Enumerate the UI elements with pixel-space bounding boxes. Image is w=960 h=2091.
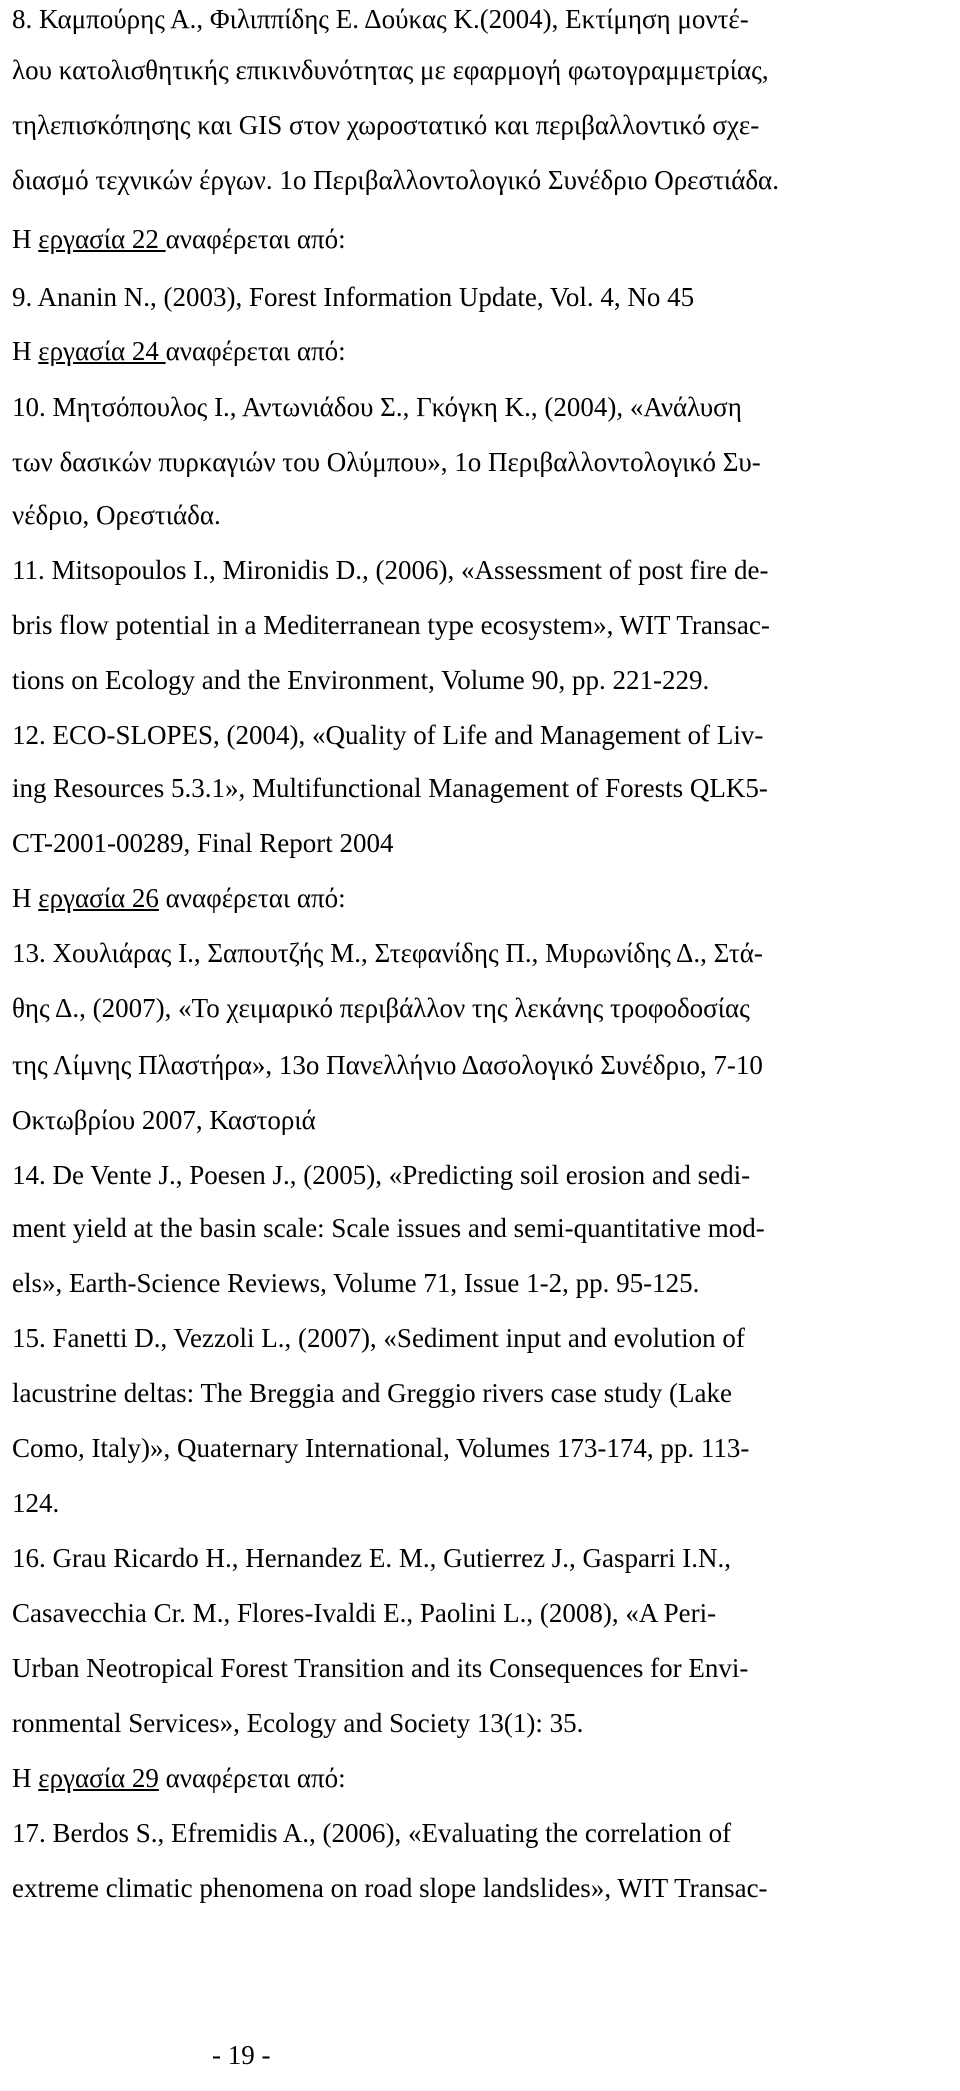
ref-8-line-4: διασμό τεχνικών έργων. 1ο Περιβαλλοντολογικό Συνέδριο Ορεστιάδα. (12, 165, 779, 195)
ref-12-line-1: 12. ECO-SLOPES, (2004), «Quality of Life and Management of Liv- (12, 720, 764, 750)
ref-16-line-3: Urban Neotropical Forest Transition and its Consequences for Envi- (12, 1653, 749, 1683)
ref-8-line-1: 8. Καμπούρης Α., Φιλιππίδης Ε. Δούκας Κ.(2004), Εκτίμηση μοντέ- (12, 4, 749, 34)
ref-15-line-1: 15. Fanetti D., Vezzoli L., (2007), «Sediment input and evolution of (12, 1323, 745, 1353)
work-number-link: εργασία 24 (38, 336, 166, 366)
ref-15-line-3: Como, Italy)», Quaternary International, Volumes 173-174, pp. 113- (12, 1433, 750, 1463)
work-number-link: εργασία 29 (38, 1763, 159, 1793)
work-number-link: εργασία 22 (38, 224, 166, 254)
ref-15-line-2: lacustrine deltas: The Breggia and Greggio rivers case study (Lake (12, 1378, 732, 1408)
cited-by-suffix: αναφέρεται από: (158, 1763, 346, 1793)
ref-16-line-2: Casavecchia Cr. M., Flores-Ivaldi E., Paolini L., (2008), «A Peri- (12, 1598, 717, 1628)
cited-by-heading-22 (12, 224, 346, 255)
ref-17-line-1: 17. Berdos S., Efremidis A., (2006), «Evaluating the correlation of (12, 1818, 732, 1848)
ref-10-line-3: νέδριο, Ορεστιάδα. (12, 500, 221, 530)
cited-by-heading-24 (12, 336, 346, 367)
ref-14-line-3: els», Earth-Science Reviews, Volume 71, Issue 1-2, pp. 95-125. (12, 1268, 700, 1298)
ref-14-line-1: 14. De Vente J., Poesen J., (2005), «Predicting soil erosion and sedi- (12, 1160, 751, 1190)
work-number-link: εργασία 26 (38, 883, 159, 913)
document-page (12, 0, 952, 2091)
ref-13-line-1: 13. Χουλιάρας Ι., Σαπουτζής Μ., Στεφανίδης Π., Μυρωνίδης Δ., Στά- (12, 938, 763, 968)
ref-12-line-3: CT-2001-00289, Final Report 2004 (12, 828, 394, 858)
ref-11-line-3: tions on Ecology and the Environment, Volume 90, pp. 221-229. (12, 665, 710, 695)
cited-by-suffix: αναφέρεται από: (165, 224, 346, 254)
ref-13-line-4: Οκτωβρίου 2007, Καστοριά (12, 1105, 316, 1135)
cited-by-heading-29 (12, 1763, 346, 1794)
ref-10-line-1: 10. Μητσόπουλος Ι., Αντωνιάδου Σ., Γκόγκη Κ., (2004), «Ανάλυση (12, 392, 742, 422)
cited-by-prefix: Η (12, 336, 39, 366)
ref-15-line-4: 124. (12, 1488, 60, 1518)
ref-11-line-2: bris flow potential in a Mediterranean type ecosystem», WIT Transac- (12, 610, 770, 640)
ref-11-line-1: 11. Mitsopoulos I., Mironidis D., (2006), «Assessment of post fire de- (12, 555, 769, 585)
cited-by-prefix: Η (12, 1763, 39, 1793)
ref-12-line-2: ing Resources 5.3.1», Multifunctional Management of Forests QLK5- (12, 773, 768, 803)
ref-10-line-2: των δασικών πυρκαγιών του Ολύμπου», 1ο Περιβαλλοντολογικό Συ- (12, 447, 761, 477)
cited-by-heading-26 (12, 883, 346, 914)
ref-17-line-2: extreme climatic phenomena on road slope landslides», WIT Transac- (12, 1873, 768, 1903)
page-number: - 19 - (212, 2040, 271, 2070)
ref-8-line-2: λου κατολισθητικής επικινδυνότητας με εφαρμογή φωτογραμμετρίας, (12, 55, 769, 85)
ref-13-line-3: της Λίμνης Πλαστήρα», 13ο Πανελλήνιο Δασολογικό Συνέδριο, 7-10 (12, 1050, 763, 1080)
ref-16-line-4: ronmental Services», Ecology and Society 13(1): 35. (12, 1708, 584, 1738)
ref-14-line-2: ment yield at the basin scale: Scale issues and semi-quantitative mod- (12, 1213, 765, 1243)
cited-by-prefix: Η (12, 883, 39, 913)
ref-16-line-1: 16. Grau Ricardo H., Hernandez E. M., Gutierrez J., Gasparri I.N., (12, 1543, 732, 1573)
ref-9-line-1: 9. Ananin N., (2003), Forest Information Update, Vol. 4, No 45 (12, 282, 695, 312)
ref-13-line-2: θης Δ., (2007), «Το χειμαρικό περιβάλλον της λεκάνης τροφοδοσίας (12, 993, 750, 1023)
cited-by-suffix: αναφέρεται από: (165, 336, 346, 366)
cited-by-suffix: αναφέρεται από: (158, 883, 346, 913)
cited-by-prefix: Η (12, 224, 39, 254)
ref-8-line-3: τηλεπισκόπησης και GIS στον χωροστατικό και περιβαλλοντικό σχε- (12, 110, 760, 140)
